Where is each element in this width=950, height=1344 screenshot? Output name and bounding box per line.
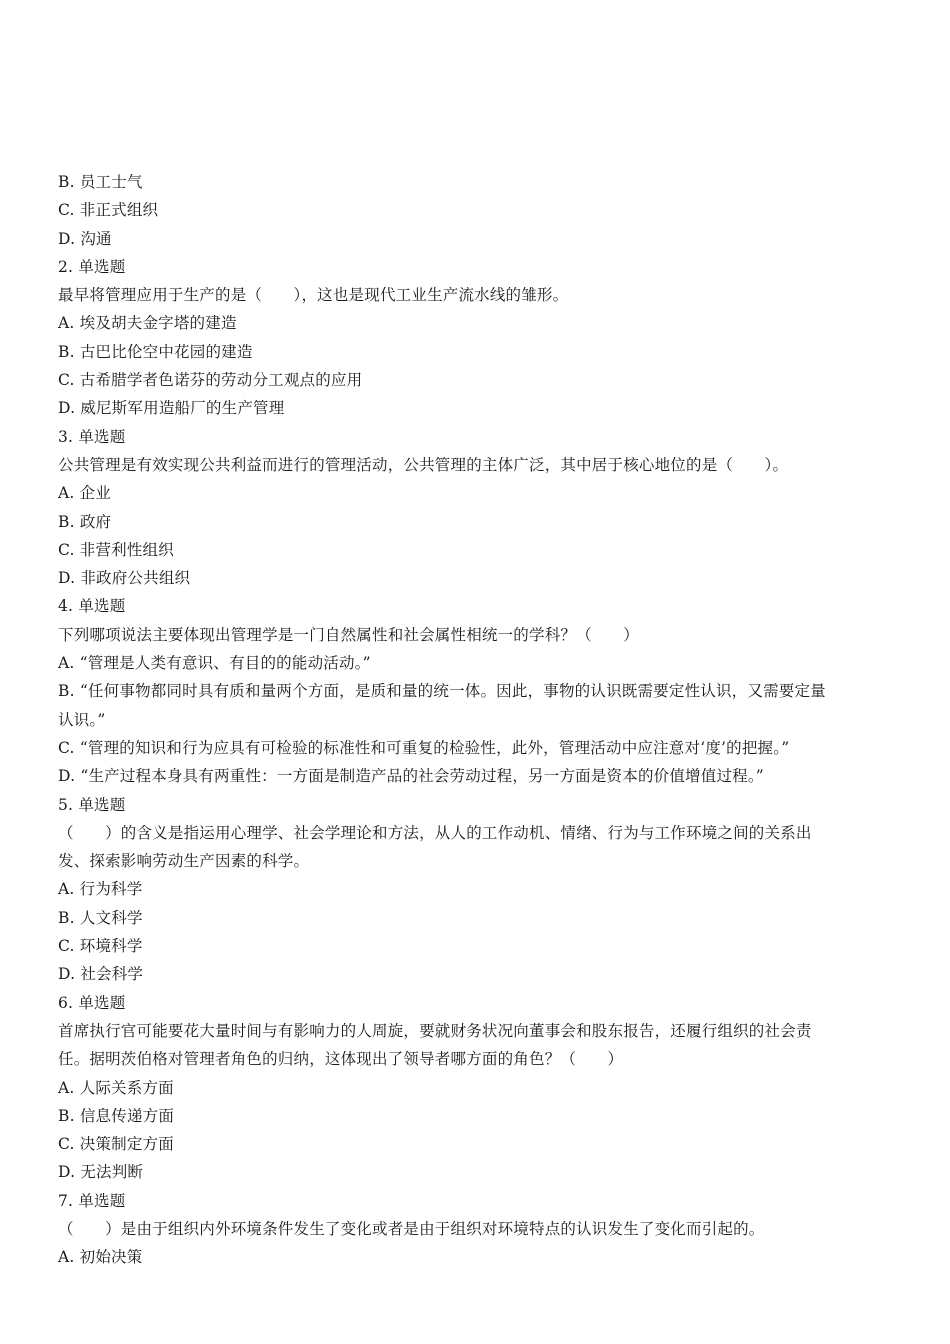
option-line: D. 无法判断 [58,1163,144,1182]
question-stem: 公共管理是有效实现公共利益而进行的管理活动，公共管理的主体广泛，其中居于核心地位的是（ ）。 [58,455,789,474]
document-page [58,168,894,1272]
option-line: C. 非营利性组织 [58,540,174,559]
option-line: B. 员工士气 [58,173,143,191]
question-stem: 下列哪项说法主要体现出管理学是一门自然属性和社会属性相统一的学科？（ ） [58,625,639,644]
option-line: 认识。” [58,710,106,729]
option-line: D. “生产过程本身具有两重性：一方面是制造产品的社会劳动过程，另一方面是资本的价值增值过程。” [58,767,764,786]
option-line: B. “任何事物都同时具有质和量两个方面，是质和量的统一体。因此，事物的认识既需要定性认识，又需要定量 [58,682,826,701]
question-stem: （ ）的含义是指运用心理学、社会学理论和方法，从人的工作动机、情绪、行为与工作环境之间的关系出 [58,823,812,842]
question-stem: 发、探索影响劳动生产因素的科学。 [58,852,310,871]
option-line: A. “管理是人类有意识、有目的的能动活动。” [58,654,371,673]
question-stem: 最早将管理应用于生产的是（ ），这也是现代工业生产流水线的雏形。 [58,286,569,305]
option-line: C. 环境科学 [58,937,143,956]
option-line: A. 埃及胡夫金字塔的建造 [58,314,237,333]
option-line: B. 政府 [58,512,112,531]
question-stem: （ ）是由于组织内外环境条件发生了变化或者是由于组织对环境特点的认识发生了变化而引起的。 [58,1219,765,1238]
question-heading: 4. 单选题 [58,597,126,616]
option-line: A. 企业 [58,484,112,503]
option-line: D. 沟通 [58,229,112,248]
option-line: C. 非正式组织 [58,201,159,220]
option-line: D. 社会科学 [58,965,144,984]
option-line: C. 古希腊学者色诺芬的劳动分工观点的应用 [58,371,363,390]
question-heading: 7. 单选题 [58,1191,126,1210]
question-heading: 6. 单选题 [58,993,126,1012]
option-line: B. 古巴比伦空中花园的建造 [58,342,253,361]
option-line: A. 行为科学 [58,880,143,899]
question-stem: 首席执行官可能要花大量时间与有影响力的人周旋，要就财务状况向董事会和股东报告，还履行组织的社会责 [58,1021,812,1040]
option-line: B. 人文科学 [58,908,143,927]
option-line: D. 威尼斯军用造船厂的生产管理 [58,399,285,418]
option-line: A. 初始决策 [58,1248,143,1267]
option-line: B. 信息传递方面 [58,1106,175,1125]
question-heading: 2. 单选题 [58,257,126,276]
question-heading: 5. 单选题 [58,795,126,814]
option-line: D. 非政府公共组织 [58,569,191,588]
option-line: C. “管理的知识和行为应具有可检验的标准性和可重复的检验性，此外，管理活动中应注意对‘度’的把握。” [58,738,790,757]
option-line: A. 人际关系方面 [58,1078,174,1097]
question-stem: 任。据明茨伯格对管理者角色的归纳，这体现出了领导者哪方面的角色？（ ） [58,1050,624,1069]
question-heading: 3. 单选题 [58,427,126,446]
option-line: C. 决策制定方面 [58,1135,174,1154]
